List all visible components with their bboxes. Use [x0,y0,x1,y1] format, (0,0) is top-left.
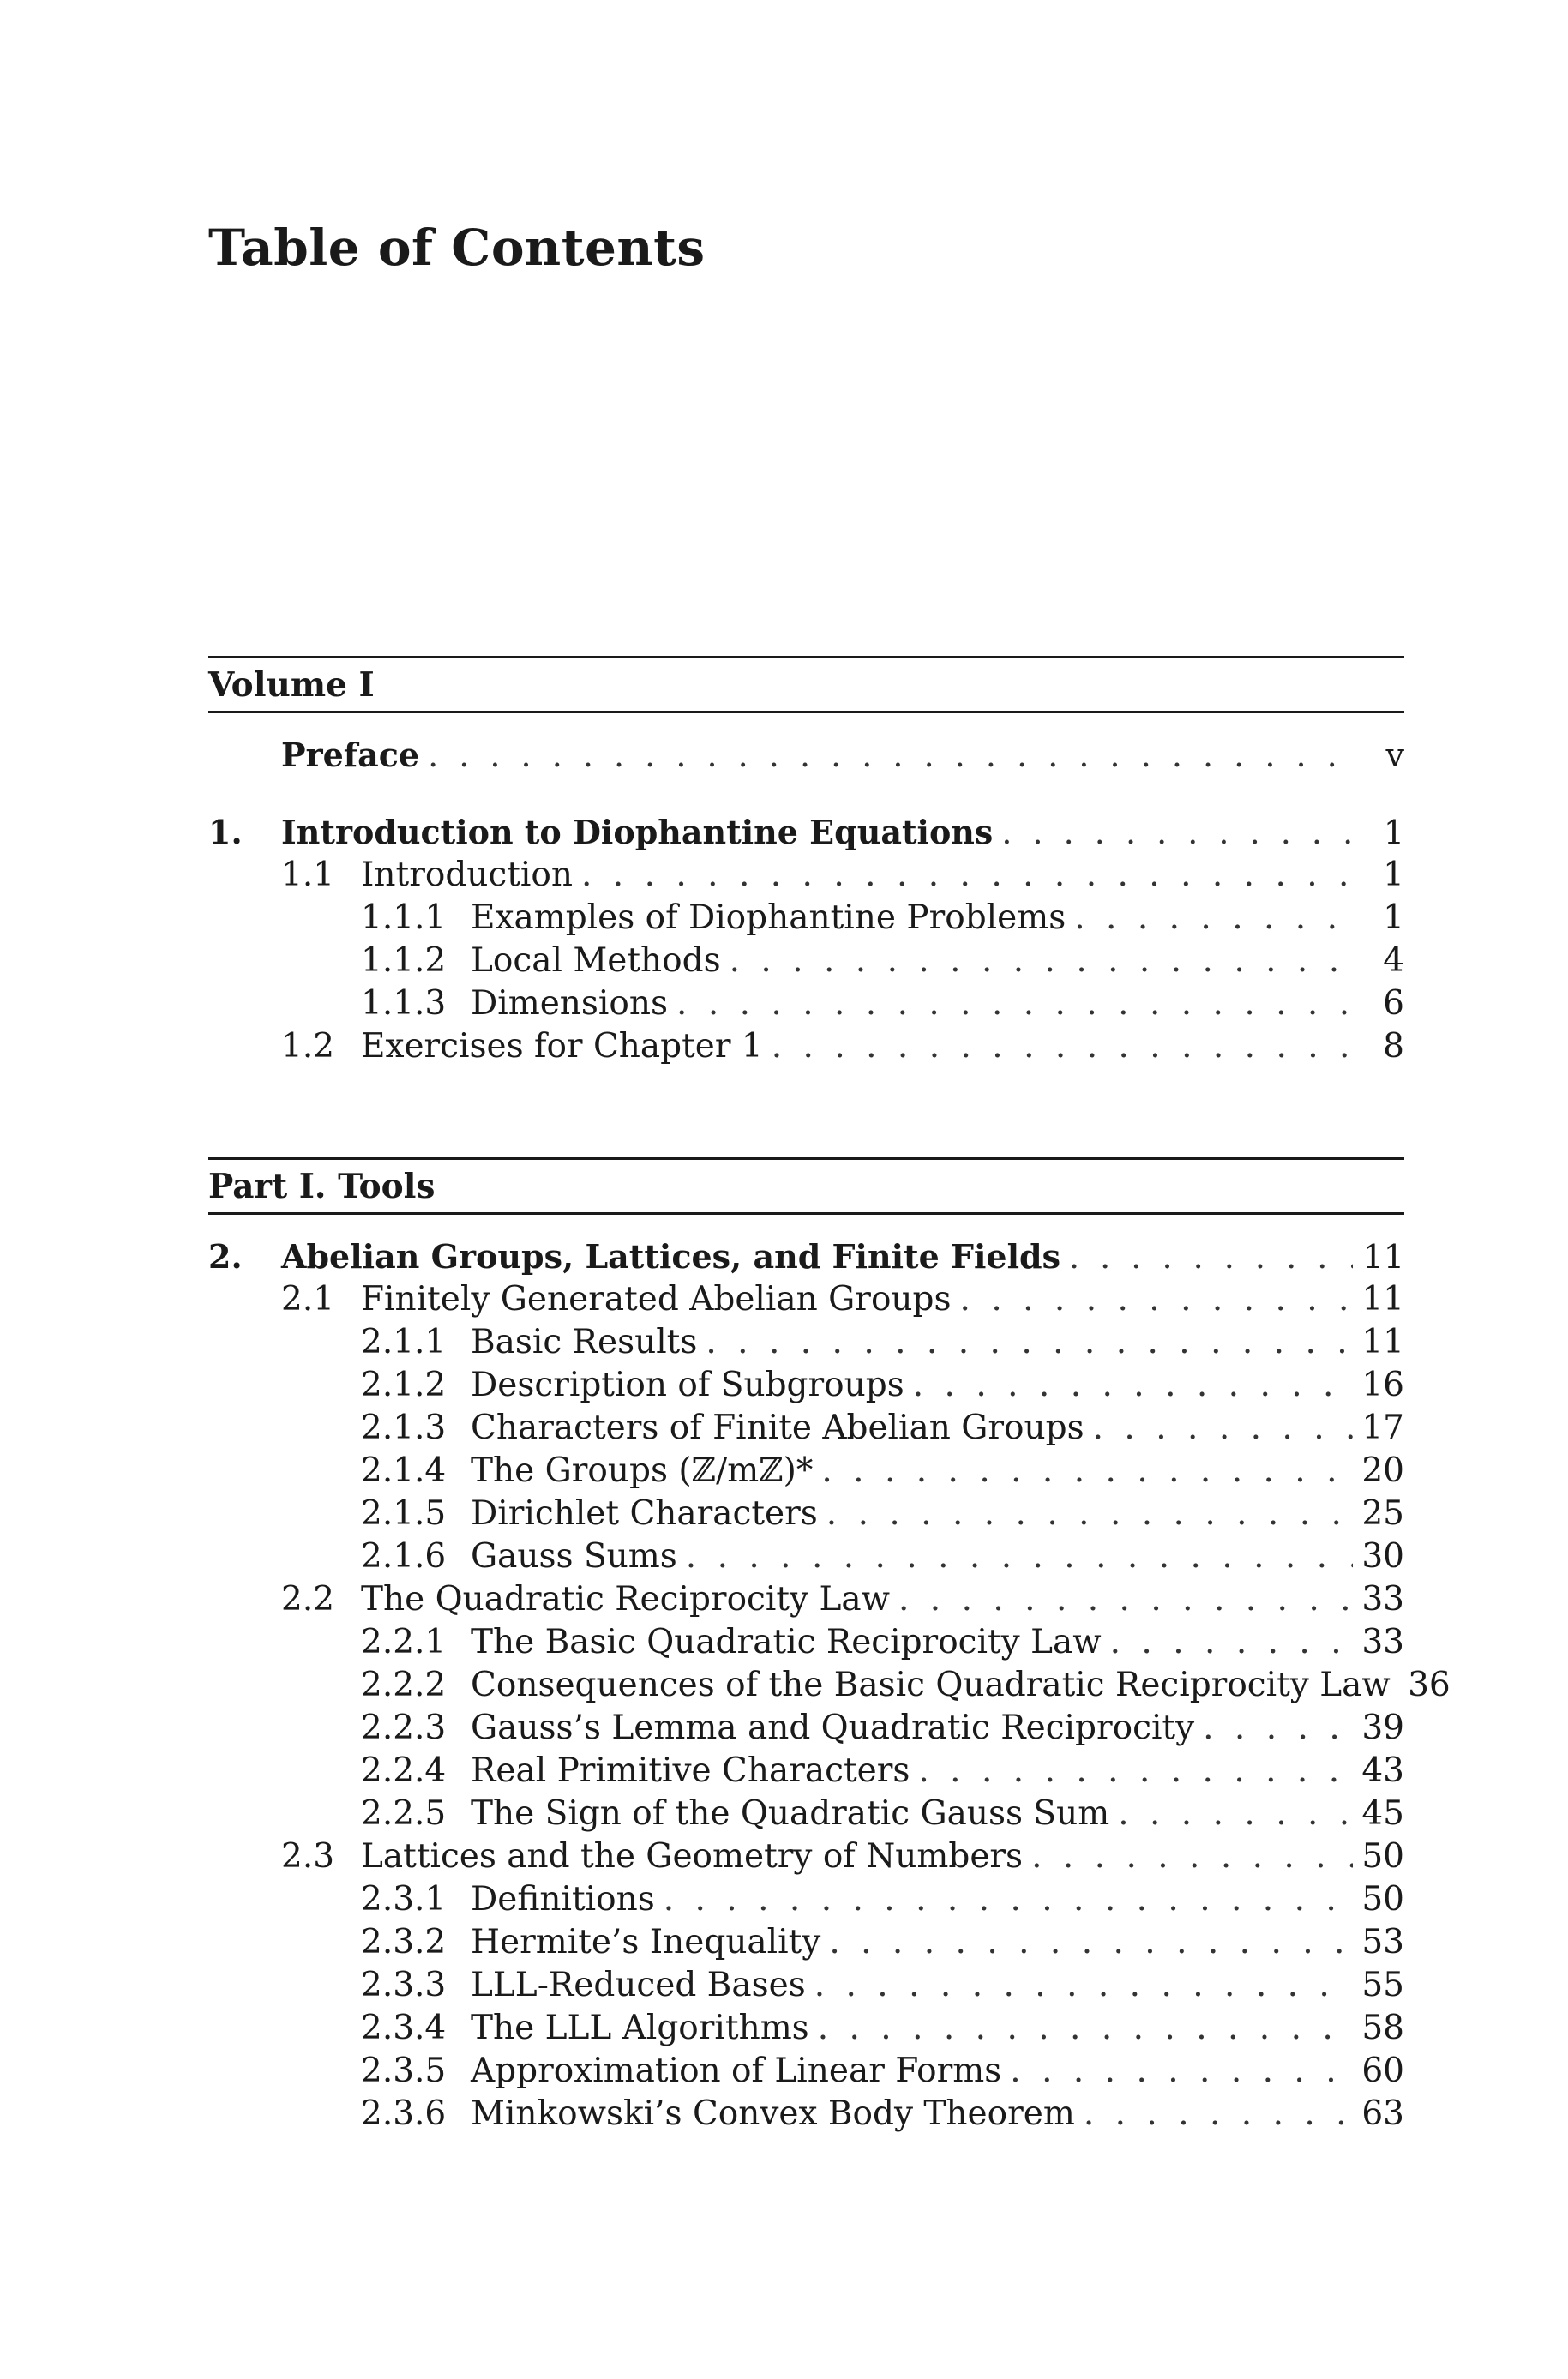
toc-entry-number: 2.2.2 [361,1666,447,1704]
toc-entry-number: 2.1.2 [361,1366,447,1404]
toc-entry[interactable] [208,897,1404,940]
toc-entry-title: Exercises for Chapter 1 [361,1027,763,1066]
toc-entry-page: 30 [1361,1537,1404,1576]
toc-entry[interactable] [208,1235,1404,1278]
toc-entry-page: 8 [1383,1027,1404,1066]
toc-entry-title: LLL-Reduced Bases [471,1966,806,2004]
toc-entry-page: 33 [1361,1580,1404,1619]
dot-leader [1031,1835,1353,1878]
toc-entry-page: 39 [1361,1709,1404,1747]
toc-entry-title: Basic Results [471,1323,698,1361]
toc-entry-title: Hermite’s Inequality [471,1923,821,1961]
toc-entry-title: Approximation of Linear Forms [471,2052,1002,2090]
toc-entry-title: The Basic Quadratic Reciprocity Law [471,1623,1102,1661]
toc-entry-page: 63 [1361,2094,1404,2133]
toc-entry-title: Dimensions [471,984,669,1023]
toc-entry-title: Description of Subgroups [471,1366,904,1404]
toc-entry-number: 2. [208,1237,243,1276]
toc-entry-number: 2.1.6 [361,1537,447,1576]
toc-entry[interactable] [208,2007,1404,2050]
toc-entry-title: Characters of Finite Abelian Groups [471,1409,1084,1447]
toc-entry-page: 11 [1362,1238,1404,1276]
toc-entry-page: 45 [1361,1794,1404,1833]
toc-entry-number: 1.2 [281,1027,335,1066]
toc-entry-title: Local Methods [471,941,721,980]
toc-entry[interactable] [208,1278,1404,1321]
toc-entry-page: 16 [1361,1366,1404,1404]
dot-leader [818,2007,1353,2050]
toc-entry-number: 2.1.1 [361,1323,447,1361]
dot-leader [918,1750,1353,1793]
toc-entry-number: 2.2.5 [361,1794,447,1833]
dot-leader [772,1025,1353,1068]
toc-entry-number: 2.3.4 [361,2009,447,2047]
toc-entry-title: Finitely Generated Abelian Groups [361,1280,952,1319]
toc-entry-page: 1 [1383,898,1404,937]
volume-header: Volume I [208,656,1404,713]
toc-entry[interactable] [208,1964,1404,2007]
dot-leader [1069,1235,1353,1278]
toc-entry[interactable] [208,1407,1404,1450]
dot-leader [676,982,1353,1025]
dot-leader [581,854,1353,897]
dot-leader [913,1364,1353,1407]
toc-entry[interactable] [208,1664,1451,1707]
toc-entry[interactable] [208,1921,1404,1964]
toc-entry-number: 2.1 [281,1280,335,1319]
toc-entry-page: 60 [1361,2052,1404,2090]
dot-leader [1110,1621,1353,1664]
toc-entry-number: 2.3.6 [361,2094,447,2133]
toc-entry-page: 4 [1383,941,1404,980]
toc-entry[interactable] [208,2050,1404,2093]
toc-entry[interactable] [208,1578,1404,1621]
toc-entry-title: Consequences of the Basic Quadratic Reciprocity Law [471,1666,1391,1704]
toc-entry-page: 50 [1361,1880,1404,1919]
toc-entry-title: The Groups (ℤ/mℤ)* [471,1451,814,1490]
toc-entry-title: Introduction [361,856,573,894]
toc-entry-page: 33 [1361,1623,1404,1661]
toc-entry-page: 17 [1361,1409,1404,1447]
toc-entry[interactable] [208,940,1404,982]
dot-leader [898,1578,1353,1621]
toc-entry-page: 58 [1361,2009,1404,2047]
toc-entry[interactable] [208,1493,1404,1535]
toc-entry-number: 2.3.5 [361,2052,447,2090]
toc-entry-title: Examples of Diophantine Problems [471,898,1066,937]
toc-entry-page: 6 [1383,984,1404,1023]
toc-entry-page: 53 [1361,1923,1404,1961]
toc-entry-page: 11 [1361,1323,1404,1361]
toc-entry-number: 1. [208,813,243,851]
toc-entry-number: 1.1.2 [361,941,447,980]
toc-entry[interactable] [208,1025,1404,1068]
dot-leader [686,1535,1353,1578]
toc-entry-page: 43 [1361,1751,1404,1790]
toc-entry[interactable] [208,1364,1404,1407]
toc-entry-title: Real Primitive Characters [471,1751,910,1790]
toc-entry-number: 2.3 [281,1837,335,1876]
toc-entry[interactable] [208,1321,1404,1364]
toc-entry-number: 2.2.1 [361,1623,447,1661]
dot-leader [821,1450,1353,1493]
toc-entry-title: Lattices and the Geometry of Numbers [361,1837,1024,1876]
toc-entry-number: 2.1.5 [361,1494,447,1533]
part1-entries [208,1235,1451,2136]
toc-entry-page: 36 [1408,1666,1451,1704]
toc-entry-title: Definitions [471,1880,655,1919]
toc-entry[interactable] [208,1450,1404,1493]
dot-leader [1010,2050,1353,2093]
toc-entry-page: 55 [1361,1966,1404,2004]
toc-entry[interactable] [208,1750,1404,1793]
toc-entry-title: Minkowski’s Convex Body Theorem [471,2094,1075,2133]
toc-entry-title: Dirichlet Characters [471,1494,818,1533]
page-title: Table of Contents [208,219,706,277]
toc-entry-number: 1.1.3 [361,984,447,1023]
toc-entry-number: 1.1 [281,856,335,894]
toc-entry-number: 2.1.3 [361,1409,447,1447]
dot-leader [706,1321,1353,1364]
toc-entry[interactable] [208,982,1404,1025]
dot-leader [428,734,1353,777]
toc-entry-number: 2.3.1 [361,1880,447,1919]
toc-entry-title: Introduction to Diophantine Equations [281,813,994,851]
dot-leader [1203,1707,1353,1750]
dot-leader [814,1964,1353,2007]
toc-entry-number: 2.2.4 [361,1751,447,1790]
dot-leader [664,1878,1353,1921]
toc-entry-page: 50 [1361,1837,1404,1876]
part1-section [208,1157,1451,2136]
toc-entry[interactable] [208,1793,1404,1835]
toc-entry-title: Abelian Groups, Lattices, and Finite Fields [281,1237,1060,1276]
dot-leader [1074,897,1353,940]
toc-entry-number: 2.2.3 [361,1709,447,1747]
toc-entry-title: The Sign of the Quadratic Gauss Sum [471,1794,1110,1833]
toc-entry-number: 2.2 [281,1580,335,1619]
toc-entry-title: Gauss Sums [471,1537,677,1576]
toc-entry-title: Gauss’s Lemma and Quadratic Reciprocity [471,1709,1195,1747]
toc-entry[interactable] [208,1535,1404,1578]
toc-entry-number: 2.1.4 [361,1451,447,1490]
volume-section [208,656,1404,1068]
dot-leader [1093,1407,1353,1450]
dot-leader [829,1921,1353,1964]
dot-leader [826,1493,1353,1535]
toc-entry-page: 20 [1361,1451,1404,1490]
toc-entry-page: v [1385,736,1404,774]
dot-leader [1001,811,1353,854]
toc-entry[interactable] [208,2093,1404,2136]
toc-entry[interactable] [208,1835,1404,1878]
toc-entry-title: Preface [281,736,420,774]
part1-header: Part I. Tools [208,1157,1404,1215]
volume-entries [208,734,1404,1068]
dot-leader [1084,2093,1353,2136]
dot-leader [730,940,1353,982]
toc-entry[interactable] [208,1707,1404,1750]
toc-entry-page: 11 [1361,1280,1404,1319]
toc-entry[interactable] [208,734,1404,777]
toc-entry-page: 25 [1361,1494,1404,1533]
toc-entry-page: 1 [1383,856,1404,894]
toc-entry-number: 2.3.3 [361,1966,447,2004]
toc-entry-number: 1.1.1 [361,898,447,937]
toc-entry[interactable] [208,1621,1404,1664]
toc-entry[interactable] [208,1878,1404,1921]
dot-leader [1118,1793,1353,1835]
dot-leader [960,1278,1353,1321]
toc-entry[interactable] [208,854,1404,897]
toc-entry-page: 1 [1383,814,1404,851]
toc-entry-number: 2.3.2 [361,1923,447,1961]
toc-entry-title: The Quadratic Reciprocity Law [361,1580,890,1619]
toc-entry[interactable] [208,811,1404,854]
toc-entry-title: The LLL Algorithms [471,2009,809,2047]
